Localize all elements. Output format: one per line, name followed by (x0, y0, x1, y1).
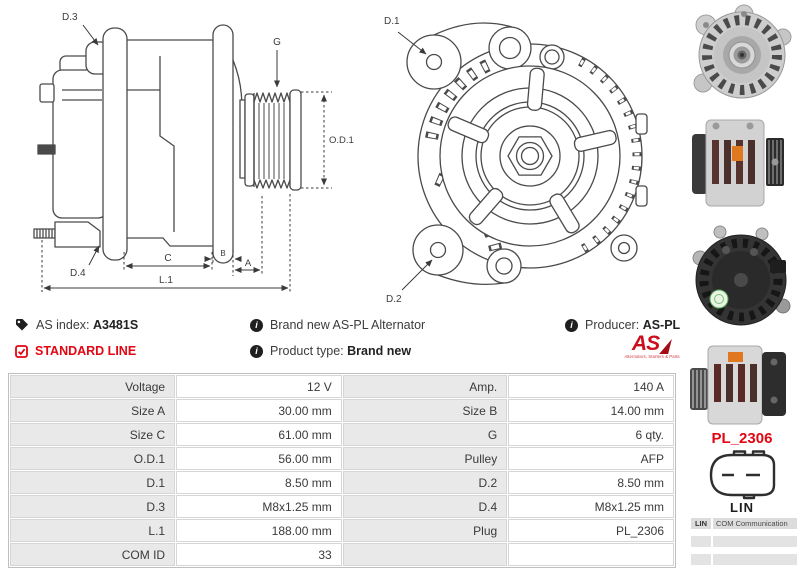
comm-value (713, 554, 797, 565)
spec-value: 8.50 mm (176, 471, 342, 494)
product-type-label: Product type: (270, 344, 344, 358)
logo-flag-shape (659, 339, 672, 354)
label-d3: D.3 (62, 12, 78, 23)
spec-label: O.D.1 (10, 447, 175, 470)
table-row (10, 543, 674, 566)
spec-value: 56.00 mm (176, 447, 342, 470)
as-pl-logo (615, 333, 687, 361)
table-row (10, 447, 674, 470)
spec-value (508, 543, 674, 566)
spec-value: 6 qty. (508, 423, 674, 446)
comm-value: COM Communication (713, 518, 797, 529)
front-view-svg (372, 0, 680, 312)
side-view-drawing (0, 0, 362, 300)
spec-value: 8.50 mm (508, 471, 674, 494)
standard-line-badge (15, 344, 136, 358)
producer-text (585, 318, 680, 332)
label-l1: L.1 (159, 275, 173, 286)
table-row (10, 495, 674, 518)
table-row (10, 375, 674, 398)
spec-value: PL_2306 (508, 519, 674, 542)
side-view-svg (0, 0, 362, 300)
table-row (10, 423, 674, 446)
product-type (250, 344, 411, 358)
comm-key (691, 536, 711, 547)
comm-row (691, 536, 797, 547)
label-od1: O.D.1 (329, 135, 354, 146)
table-row (10, 519, 674, 542)
spec-value: M8x1.25 mm (176, 495, 342, 518)
spec-label: Voltage (10, 375, 175, 398)
dimension-labels (384, 16, 402, 305)
alternator-front-photo[interactable] (686, 3, 798, 105)
spec-label: D.2 (343, 471, 508, 494)
spec-value: M8x1.25 mm (508, 495, 674, 518)
info-icon: i (565, 319, 578, 332)
label-g: G (273, 37, 281, 48)
producer-label: Producer: (585, 318, 640, 332)
as-index-label: AS index: (36, 318, 90, 332)
alternator-side-outline (34, 25, 301, 263)
label-d2: D.2 (386, 294, 402, 305)
spec-label: D.1 (10, 471, 175, 494)
as-index (15, 318, 138, 332)
info-icon: i (250, 319, 263, 332)
table-row (10, 399, 674, 422)
spec-value: 140 A (508, 375, 674, 398)
alternator-side-photo[interactable] (686, 108, 798, 218)
plug-connector-drawing (704, 450, 784, 500)
spec-label: G (343, 423, 508, 446)
spec-value: 30.00 mm (176, 399, 342, 422)
spec-label: Amp. (343, 375, 508, 398)
spec-value: 14.00 mm (508, 399, 674, 422)
spec-label: Pulley (343, 447, 508, 470)
spec-value: 188.00 mm (176, 519, 342, 542)
as-index-value: A3481S (93, 318, 139, 332)
tag-icon (15, 318, 29, 332)
spec-table (9, 374, 675, 567)
info-icon: i (250, 345, 263, 358)
label-d1: D.1 (384, 16, 400, 27)
spec-label: COM ID (10, 543, 175, 566)
spec-label: D.4 (343, 495, 508, 518)
label-d4: D.4 (70, 268, 86, 279)
brand-new-text: Brand new AS-PL Alternator (270, 318, 426, 332)
spec-value: 61.00 mm (176, 423, 342, 446)
label-b: B (220, 249, 226, 258)
brand-new-note (250, 318, 425, 332)
producer (565, 318, 680, 332)
standard-line-label: STANDARD LINE (35, 344, 137, 358)
spec-value: AFP (508, 447, 674, 470)
spec-label: Size A (10, 399, 175, 422)
comm-table (691, 518, 797, 572)
label-c: C (164, 253, 172, 264)
product-type-value: Brand new (347, 344, 412, 358)
spec-label: L.1 (10, 519, 175, 542)
comm-row (691, 554, 797, 565)
plug-code: PL_2306 (711, 430, 773, 447)
table-row (10, 471, 674, 494)
label-a: A (244, 258, 252, 269)
spec-label: Size C (10, 423, 175, 446)
spec-value: 12 V (176, 375, 342, 398)
spec-value: 33 (176, 543, 342, 566)
spec-label: D.3 (10, 495, 175, 518)
spec-label: Size B (343, 399, 508, 422)
product-type-text (270, 344, 411, 358)
logo-tagline: Alternators, Starters & Parts (624, 355, 680, 360)
checkbox-icon (15, 345, 28, 358)
as-index-text (36, 318, 138, 332)
comm-key: LIN (691, 518, 711, 529)
spec-table-wrap (8, 373, 676, 568)
producer-value: AS-PL (642, 318, 681, 332)
comm-value (713, 536, 797, 547)
comm-row (691, 518, 797, 529)
front-view-drawing (372, 0, 680, 312)
alternator-front-outline (407, 23, 647, 284)
alternator-rear-photo[interactable] (686, 220, 798, 336)
logo-text: AS (631, 332, 660, 355)
alternator-side-photo-2[interactable] (686, 340, 798, 430)
comm-key (691, 554, 711, 565)
connector-label: LIN (730, 500, 754, 515)
spec-label (343, 543, 508, 566)
spec-label: Plug (343, 519, 508, 542)
